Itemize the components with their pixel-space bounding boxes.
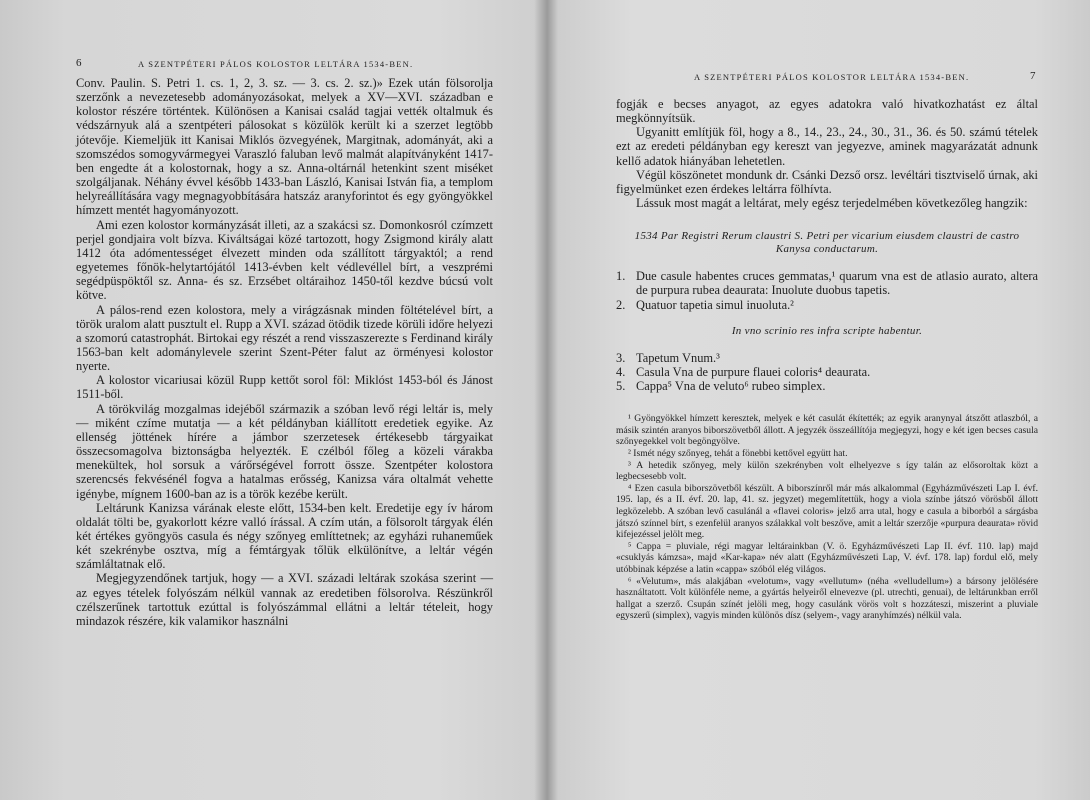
item-text: Casula Vna de purpure flauei coloris⁴ deaurata. xyxy=(636,364,871,379)
paragraph: A kolostor vicariusai közül Rupp kettőt sorol föl: Miklóst 1453-ból és Jánost 1511-ből. xyxy=(76,373,493,402)
right-page xyxy=(548,0,1090,800)
paragraph: A pálos-rend ezen kolostora, mely a virágzásnak minden föltételével bírt, a török uralom alatt pusztult el. Rupp a XVI. század ötödik tizede körüli időre helyezi a szomorú catastrophát. Birtokai egy részét a rend visszaszerezte s Ferdinand király 1563-ban kelt adománylevele szerint Szent-Péter falut az örményesi kolostor nyerte. xyxy=(76,302,493,374)
footnote: ⁶ «Velutum», más alakjában «velotum», vagy «vellutum» (néha «velludellum») a bársony jelölésére használtatott. Volt különféle neme, a gyártás helyeiről elnevezve (pl. utrechti, genuai), de leltárunkban erről hallgat a szerző. Csupán színét jelöli meg, hogy casulánk vörös volt s hozzáteszi, miszerint a pluviale egyszerű (simplex), vagyis minden különös dísz (selyem-, vagy aranyhímzés) nélkül vala. xyxy=(616,575,1038,622)
footnote: ¹ Gyöngyökkel hímzett keresztek, melyek e két casulát ékítették; az egyik aranynyal átszőtt atlaszból, a másik szintén aranyos biborszövetből állott. A jegyzék összeállítója megjegyzi, hogy e két igen becses casula szőnyegekkel volt begöngyölve. xyxy=(616,413,1038,448)
list-item xyxy=(616,298,1038,312)
item-text: Due casule habentes cruces gemmatas,¹ quarum vna est de atlasio aurato, altera de purpura rubea deaurata: Inuolute duobus tapetis. xyxy=(636,269,1038,298)
paragraph: A törökvilág mozgalmas idejéből származik a szóban levő régi leltár is, mely — miként czíme mutatja — a két példányban kiállított eredetiek egyike. Az ellenség jöttének hírére a jámbor szerzetesek értékesebb tárgyaikat összecsomagolva biztonságba helyezték. E czélból főleg a közeli várakba menekültek, hol sorsuk a várőrségével forrott össze. Szentpéter kolostora szerencsés fekvésénél fogva a hatalmas erősség, Kanizsa vára oltalmát vehette igénybe, mígnem 1600-ban az is a török kezébe került. xyxy=(76,401,493,501)
item-text: Tapetum Vnum.³ xyxy=(636,350,720,365)
item-text: Quatuor tapetia simul inuoluta.² xyxy=(636,297,794,312)
right-page-number: 7 xyxy=(1030,70,1036,82)
item-number: 3. xyxy=(616,350,626,365)
paragraph: Megjegyzendőnek tartjuk, hogy — a XVI. századi leltárak szokása szerint — az egyes tételek folyószám nélkül vannak az eredetiben fölsorolva. Részünkről czélszerűnek tartottuk ezúttal is folyószámmal ellátni a leltár tételeit, hogy mindazok részére, kik valamikor használni xyxy=(76,571,493,628)
inventory-list xyxy=(616,351,1038,393)
paragraph: Ami ezen kolostor kormányzását illeti, az a szakácsi sz. Domonkosról czímzett perjel gondjaira volt bízva. Kiváltságai közé tartozott, hogy Zsigmond király alatt 1412 óta adómentességet élvezett minden oda szállított tárgyaktól; a rend egyetemes főnök-helytartójától 1413-évben kelt védlevéllel bírt, a veszprémi segédpüspöktől sz. Anna- és sz. Erzsébet oltáraihoz 1450-től kezdve búcsú volt kötve. xyxy=(76,217,493,303)
list-item xyxy=(616,379,1038,393)
footnote: ⁴ Ezen casula biborszövetből készült. A biborszínről már más alkalommal (Egyházművészeti Lap I. évf. 195. lap, és a II. évf. 20. lap, 41. sz. jegyzet) megemlítettük, hogy a viola színbe játszó vörösből állott legközelebb. A szóban levő casulánál a «flavei coloris» jelző arra utal, hogy e casula a biborból a sárgásba játszó színnel bírt, s ezenfelül aranyos szálakkal volt beszőve, amit a leltár szerzője «purpura deaurata» rövid kifejezéssel jelölt meg. xyxy=(616,482,1038,541)
left-body-text xyxy=(76,76,493,628)
list-item xyxy=(616,351,1038,365)
item-text: Cappa⁵ Vna de veluto⁶ rubeo simplex. xyxy=(636,379,826,394)
list-item xyxy=(616,269,1038,297)
inventory-list xyxy=(616,269,1038,311)
item-number: 2. xyxy=(616,297,626,312)
item-number: 5. xyxy=(616,379,626,394)
paragraph: Conv. Paulin. S. Petri 1. cs. 1, 2, 3. sz. — 3. cs. 2. sz.)» Ezek után fölsorolja szerzőnk a nevezetesebb adományozásokat, melyek a XV—XVI. században e kolostor részére történtek. Különösen a Kanisai család tagjai vették oltalmuk és védszárnyuk alá a szentpéteri pálosokat s közülök került ki a szerzet legtöbb jótevője. Kiemeljük itt Kanisai Miklós özvegyének, Margitnak, adományát, aki a szomszédos somogyvármegyei Varaszló faluban levő malmát alapítványként 1417-ben engedte át a kolostornak, hogy a sz. Anna-oltárnál hetenkint szent miséket szolgáljanak. Néhány évvel később 1433-ban László, Kanisai István fia, a templom helyreállítására vagy megnagyobbítására hatszáz aranyforintot és egy gyöngyökkel hímzett mentét hagyományozott. xyxy=(76,76,493,218)
paragraph: Leltárunk Kanizsa várának eleste előtt, 1534-ben kelt. Eredetije egy ív három oldalát tölti be, gyakorlott kézre valló írással. A czím után, a fölsorolt tárgyak élén két értékes gyöngyös casula és négy szőnyeg említtetnek; az egyházi ruhaneműek két szekrénybe osztva, míg a fémtárgyak tőlük elkülönítve, a leltár végén számláltatnak elő. xyxy=(76,500,493,572)
right-body-text xyxy=(616,97,1038,622)
item-number: 4. xyxy=(616,364,626,379)
right-running-head: A SZENTPÉTERI PÁLOS KOLOSTOR LELTÁRA 1534-BEN. xyxy=(694,72,970,82)
footnote: ⁵ Cappa = pluviale, régi magyar leltárainkban (V. ö. Egyházművészeti Lap II. évf. 110. lap) majd «csuklyás kámzsa», majd «Kar-kapa» név alatt (Egyházművészeti Lap, V. évf. 178. lap) fordul elő, mely utóbbinak képzése a latin «cappa» szóból elég világos. xyxy=(616,540,1038,575)
list-item xyxy=(616,365,1038,379)
footnote: ² Ismét négy szőnyeg, tehát a fönebbi kettővel együtt hat. xyxy=(628,447,848,459)
document-title: 1534 Par Registri Rerum claustri S. Petri per vicarium eiusdem claustri de castro Kanysa conductarum. xyxy=(634,230,1020,256)
footnotes xyxy=(616,413,1038,622)
paragraph: Ugyanitt említjük föl, hogy a 8., 14., 23., 24., 30., 31., 36. és 50. számú tételek ezt az eredeti példányban egy kereszt van jegyezve, aminek magyarázatát adnunk kellő adatok hiányában lehetetlen. xyxy=(616,125,1038,168)
footnote: ³ A hetedik szőnyeg, mely külön szekrényben volt elhelyezve s így talán az elősoroltak közt a legbecsesebb volt. xyxy=(616,459,1038,483)
item-number: 1. xyxy=(616,269,626,284)
paragraph: Végül köszönetet mondunk dr. Csánki Dezső orsz. levéltári tisztviselő úrnak, aki figyelmünket ezen érdekes leltárra fölhívta. xyxy=(616,167,1038,196)
section-subheading: In vno scrinio res infra scripte habentur. xyxy=(731,324,923,337)
left-running-head: A SZENTPÉTERI PÁLOS KOLOSTOR LELTÁRA 1534-BEN. xyxy=(138,59,414,69)
paragraph: Lássuk most magát a leltárat, mely egész terjedelmében következőleg hangzik: xyxy=(636,196,1028,211)
paragraph: fogják e becses anyagot, az egyes adatokra való hivatkozhatást ez által megkönnyítsük. xyxy=(616,97,1038,126)
left-page-number: 6 xyxy=(76,57,82,69)
